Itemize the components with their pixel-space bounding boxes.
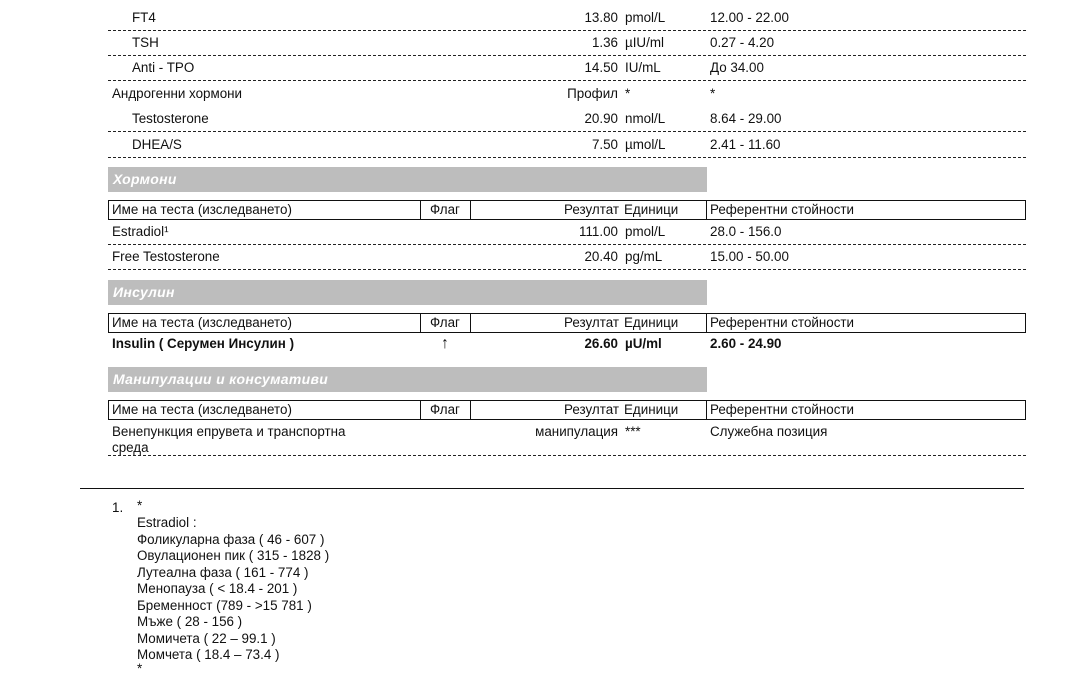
- test-unit: µU/ml: [625, 336, 662, 351]
- header-name: Име на теста (изследването): [112, 315, 292, 330]
- test-name-line1: Венепункция епрувета и транспортна: [112, 424, 346, 439]
- footnote-line: Фоликуларна фаза ( 46 - 607 ): [137, 532, 325, 547]
- column-divider: [470, 314, 471, 332]
- column-divider: [470, 401, 471, 419]
- test-name: Insulin ( Серумен Инсулин ): [112, 336, 295, 351]
- group-name: Андрогенни хормони: [112, 86, 243, 101]
- test-unit: IU/mL: [625, 60, 661, 75]
- header-result: Резултат: [564, 202, 619, 217]
- test-name: Testosterone: [132, 111, 209, 126]
- header-unit: Единици: [624, 402, 679, 417]
- test-reference: 2.41 - 11.60: [710, 137, 781, 152]
- row-divider: [108, 157, 1026, 158]
- test-name: DHEA/S: [132, 137, 182, 152]
- test-result: 7.50: [591, 137, 618, 152]
- row-divider: [108, 30, 1026, 31]
- test-reference: 15.00 - 50.00: [710, 249, 789, 264]
- header-reference: Референтни стойности: [710, 402, 855, 417]
- header-unit: Единици: [624, 315, 679, 330]
- test-name: TSH: [132, 35, 159, 50]
- row-divider: [108, 80, 1026, 81]
- test-name: FT4: [132, 10, 156, 25]
- test-unit: µIU/ml: [625, 35, 664, 50]
- test-result: 20.40: [584, 249, 618, 264]
- footnote-line: Бременност (789 - >15 781 ): [137, 598, 312, 613]
- header-result: Резултат: [564, 402, 619, 417]
- header-name: Име на теста (изследването): [112, 202, 292, 217]
- header-unit: Единици: [624, 202, 679, 217]
- group-reference: *: [710, 86, 716, 101]
- footnote-divider: [80, 488, 1024, 489]
- test-reference: 0.27 - 4.20: [710, 35, 775, 50]
- header-flag: Флаг: [430, 402, 460, 417]
- header-flag: Флаг: [430, 202, 460, 217]
- test-reference: 8.64 - 29.00: [710, 111, 782, 126]
- test-unit: pmol/L: [625, 10, 666, 25]
- group-unit: *: [625, 86, 631, 101]
- test-result: манипулация: [535, 424, 618, 439]
- column-divider: [470, 201, 471, 219]
- test-result: 13.80: [584, 10, 618, 25]
- footnote-end-star: *: [137, 661, 143, 676]
- section-title-insulin: [108, 280, 707, 305]
- test-name: Estradiol¹: [112, 224, 169, 239]
- section-title-procedures: [108, 367, 707, 392]
- test-name: Free Testosterone: [112, 249, 220, 264]
- table-header: [108, 400, 1026, 420]
- flag-arrow-up-icon: ↑: [441, 335, 449, 352]
- footnote-title: Estradiol :: [137, 515, 197, 530]
- footnote-number: 1.: [112, 500, 124, 515]
- column-divider: [706, 401, 707, 419]
- row-divider: [108, 269, 1026, 270]
- section-title-text: Манипулации и консумативи: [113, 371, 329, 387]
- column-divider: [706, 314, 707, 332]
- header-result: Резултат: [564, 315, 619, 330]
- test-reference: Служебна позиция: [710, 424, 828, 439]
- table-header: [108, 200, 1026, 220]
- test-result: 111.00: [579, 224, 618, 239]
- test-name-line2: среда: [112, 440, 149, 455]
- test-result: 26.60: [584, 336, 618, 351]
- test-reference: До 34.00: [710, 60, 764, 75]
- test-reference: 2.60 - 24.90: [710, 336, 782, 351]
- header-reference: Референтни стойности: [710, 202, 855, 217]
- group-result: Профил: [567, 86, 618, 101]
- test-unit: pg/mL: [625, 249, 663, 264]
- row-divider: [108, 131, 1026, 132]
- footnote-line: Момичета ( 22 – 99.1 ): [137, 631, 276, 646]
- footnote-line: Менопауза ( < 18.4 - 201 ): [137, 581, 298, 596]
- footnote-line: Мъже ( 28 - 156 ): [137, 614, 243, 629]
- test-unit: µmol/L: [625, 137, 666, 152]
- header-reference: Референтни стойности: [710, 315, 855, 330]
- test-reference: 12.00 - 22.00: [710, 10, 789, 25]
- test-result: 20.90: [584, 111, 618, 126]
- footnote-star: *: [137, 498, 143, 513]
- footnote-line: Овулационен пик ( 315 - 1828 ): [137, 548, 330, 563]
- test-result: 1.36: [591, 35, 618, 50]
- test-unit: pmol/L: [625, 224, 666, 239]
- section-title-text: Хормони: [113, 171, 177, 187]
- test-result: 14.50: [584, 60, 618, 75]
- row-divider: [108, 55, 1026, 56]
- test-unit: nmol/L: [625, 111, 666, 126]
- section-title-hormones: [108, 167, 707, 192]
- test-unit: ***: [625, 424, 641, 439]
- test-reference: 28.0 - 156.0: [710, 224, 782, 239]
- table-header: [108, 313, 1026, 333]
- section-title-text: Инсулин: [113, 284, 175, 300]
- row-divider: [108, 244, 1026, 245]
- row-divider: [108, 455, 1026, 456]
- test-name: Anti - TPO: [132, 60, 195, 75]
- header-flag: Флаг: [430, 315, 460, 330]
- footnote-line: Момчета ( 18.4 – 73.4 ): [137, 647, 280, 662]
- header-name: Име на теста (изследването): [112, 402, 292, 417]
- footnote-line: Лутеална фаза ( 161 - 774 ): [137, 565, 309, 580]
- column-divider: [706, 201, 707, 219]
